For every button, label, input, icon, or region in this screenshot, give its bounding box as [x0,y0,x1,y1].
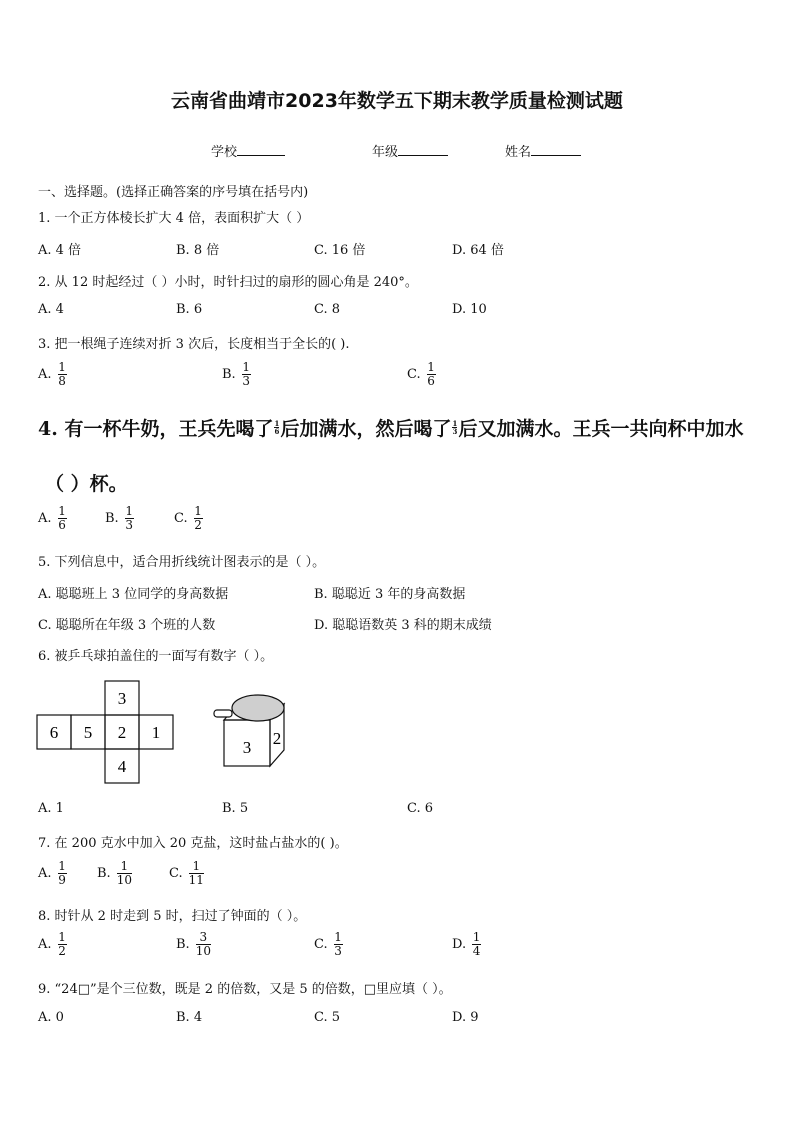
q4-option-c [174,505,203,532]
q1-option-b: B. 8 倍 [176,243,220,258]
net-face-left-outer: 6 [49,723,59,742]
q6-option-a: A. 1 [38,801,64,816]
question-3: 3. 把一根绳子连续对折 3 次后，长度相当于全长的( ). [38,337,350,352]
option-label: B. [97,866,111,881]
fraction [452,420,457,435]
fraction [196,931,211,958]
q4-text-3: 后又加满水。王兵一共向杯中加水 [458,418,744,440]
option-label: A. [38,866,52,881]
net-face-bottom: 4 [117,757,127,776]
cube-side-face: 2 [272,729,282,748]
numerator: 1 [274,419,280,428]
numerator: 1 [242,360,250,374]
question-1: 1. 一个正方体棱长扩大 4 倍，表面积扩大（ ） [38,211,310,226]
q8-option-a [38,931,67,958]
q7-option-c [169,860,204,887]
fraction [189,860,204,887]
denominator: 6 [274,427,280,436]
q2-option-c: C. 8 [314,302,341,317]
option-label: D. [452,937,467,952]
q9-option-c: C. 5 [314,1010,341,1025]
fraction [58,505,67,532]
numerator: 1 [194,504,202,518]
q2-option-d: D. 10 [452,302,487,317]
q4-text-2: 后加满水，然后喝了 [280,418,452,440]
question-6: 6. 被乒乓球拍盖住的一面写有数字（ ）。 [38,649,274,664]
numerator: 1 [427,360,435,374]
q4-option-b [105,505,134,532]
denominator: 6 [427,374,435,388]
numerator: 1 [58,859,66,873]
page-title: 云南省曲靖市2023年数学五下期末教学质量检测试题 [171,90,623,112]
numerator: 3 [199,930,208,944]
fraction [125,505,134,532]
q1-option-c: C. 16 倍 [314,243,366,258]
numerator: 1 [58,504,66,518]
question-4 [38,414,743,441]
name-field [505,141,581,160]
denominator: 6 [58,518,66,532]
q9-option-b: B. 4 [176,1010,203,1025]
fraction [242,361,251,388]
fraction [194,505,203,532]
cube-net-figure [36,680,176,784]
denominator: 3 [242,374,250,388]
q6-option-c: C. 6 [407,801,434,816]
q1-option-a: A. 4 倍 [38,243,82,258]
option-label: A. [38,367,52,382]
grade-field [372,141,448,160]
school-field [211,141,285,160]
cube-with-paddle-figure [210,686,290,770]
q5-option-b: B. 聪聪近 3 年的身高数据 [314,587,466,602]
option-label: B. [222,367,236,382]
fraction [58,361,67,388]
q6-option-b: B. 5 [222,801,249,816]
q3-option-c [407,361,436,388]
net-face-top: 3 [117,689,127,708]
q2-option-a: A. 4 [38,302,64,317]
denominator: 9 [58,873,66,887]
numerator: 1 [125,504,133,518]
numerator: 1 [452,419,458,428]
q5-option-a: A. 聪聪班上 3 位同学的身高数据 [38,587,229,602]
denominator: 3 [125,518,133,532]
paddle-handle-icon [214,710,232,717]
question-7: 7. 在 200 克水中加入 20 克盐，这时盐占盐水的( )。 [38,836,348,851]
q2-option-b: B. 6 [176,302,203,317]
denominator: 10 [195,944,211,958]
question-8: 8. 时针从 2 时走到 5 时，扫过了钟面的（ ）。 [38,909,307,924]
question-9: 9. “24□”是个三位数，既是 2 的倍数，又是 5 的倍数，□里应填（ ）。 [38,982,452,997]
q7-option-a [38,860,67,887]
option-label: C. [169,866,183,881]
q9-option-d: D. 9 [452,1010,479,1025]
q3-option-b [222,361,251,388]
option-label: B. [176,937,190,952]
numerator: 1 [334,930,342,944]
cube-front-face: 3 [242,738,252,757]
net-face-center: 2 [117,723,127,742]
net-face-right: 1 [151,723,161,742]
name-label: 姓名 [505,145,532,160]
fraction [427,361,436,388]
grade-label: 年级 [372,145,399,160]
q3-option-a [38,361,67,388]
ping-pong-paddle-icon [232,695,284,721]
numerator: 1 [58,360,66,374]
numerator: 1 [472,930,481,944]
denominator: 4 [472,944,481,958]
question-5: 5. 下列信息中，适合用折线统计图表示的是（ ）。 [38,555,326,570]
q4-line-2: （ ）杯。 [45,473,128,495]
denominator: 11 [188,873,204,887]
question-2: 2. 从 12 时起经过（ ）小时，时针扫过的扇形的圆心角是 240°。 [38,275,418,290]
fraction [334,931,343,958]
fraction [58,860,67,887]
denominator: 3 [452,427,458,436]
numerator: 1 [120,859,129,873]
numerator: 1 [192,859,201,873]
option-label: A. [38,511,52,526]
q8-option-b [176,931,211,958]
fraction [472,931,481,958]
fraction [58,931,67,958]
q1-option-d: D. 64 倍 [452,243,504,258]
net-face-left-inner: 5 [83,723,93,742]
denominator: 10 [116,873,132,887]
fraction [117,860,132,887]
option-label: A. [38,937,52,952]
q8-option-c [314,931,343,958]
option-label: B. [105,511,119,526]
q7-option-b [97,860,132,887]
q4-text-1: 4. 有一杯牛奶，王兵先喝了 [38,418,274,440]
denominator: 8 [58,374,66,388]
q5-option-d: D. 聪聪语数英 3 科的期末成绩 [314,618,492,633]
option-label: C. [314,937,328,952]
option-label: C. [407,367,421,382]
q5-option-c: C. 聪聪所在年级 3 个班的人数 [38,618,216,633]
q4-option-a [38,505,67,532]
denominator: 2 [194,518,202,532]
option-label: C. [174,511,188,526]
school-label: 学校 [211,145,238,160]
section-heading: 一、选择题。(选择正确答案的序号填在括号内) [38,185,309,200]
denominator: 3 [334,944,342,958]
q8-option-d [452,931,481,958]
fraction [274,420,279,435]
numerator: 1 [58,930,66,944]
denominator: 2 [58,944,66,958]
q9-option-a: A. 0 [38,1010,64,1025]
